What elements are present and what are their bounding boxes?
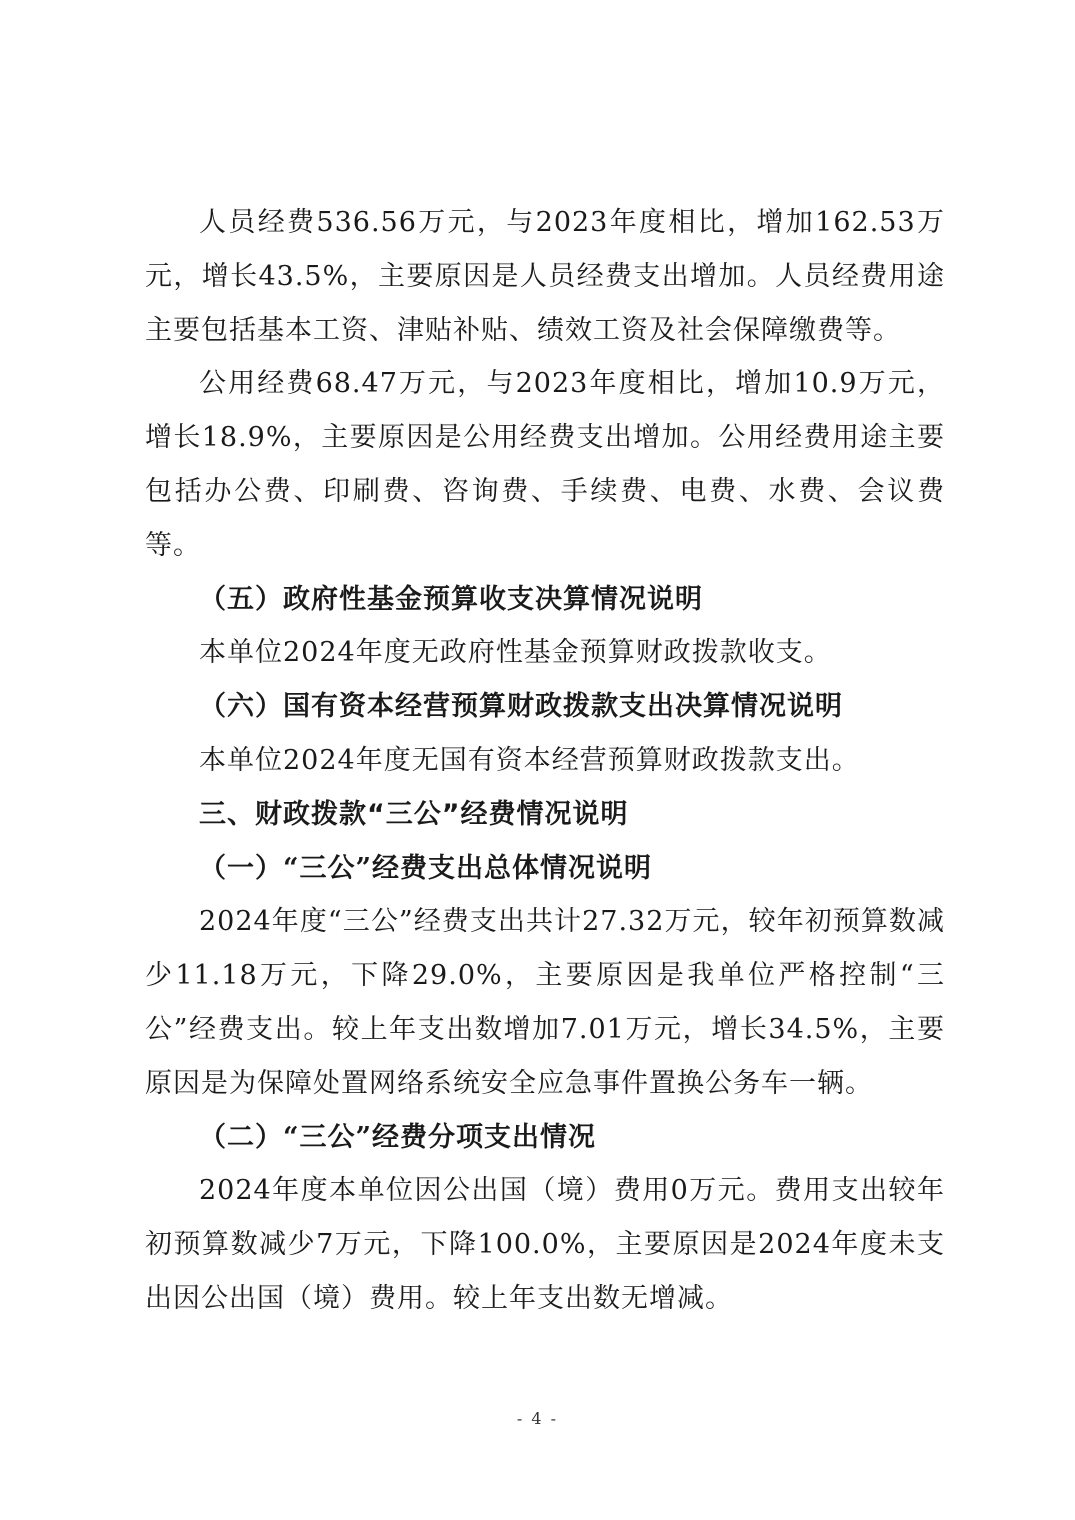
heading-government-fund-budget: （五）政府性基金预算收支决算情况说明 <box>199 583 703 615</box>
page-number: - 4 - <box>516 1409 559 1428</box>
heading-state-capital-budget: （六）国有资本经营预算财政拨款支出决算情况说明 <box>199 691 843 723</box>
document-body <box>145 196 945 1326</box>
heading-three-public-overall: （一）“三公”经费支出总体情况说明 <box>199 852 653 884</box>
paragraph-public-expenses: 公用经费68.47万元，与2023年度相比，增加10.9万元，增长18.9%，主要原因是公用经费支出增加。公用经费用途主要包括办公费、印刷费、咨询费、手续费、电费、水费、会议费等。 <box>145 368 945 561</box>
paragraph-state-capital-budget: 本单位2024年度无国有资本经营预算财政拨款支出。 <box>199 744 860 776</box>
heading-three-public-expenses: 三、财政拨款“三公”经费情况说明 <box>199 798 629 830</box>
paragraph-personnel-expenses: 人员经费536.56万元，与2023年度相比，增加162.53万元，增长43.5%，主要原因是人员经费支出增加。人员经费用途主要包括基本工资、津贴补贴、绩效工资及社会保障缴费等。 <box>145 207 945 346</box>
paragraph-government-fund-budget: 本单位2024年度无政府性基金预算财政拨款收支。 <box>199 637 832 669</box>
paragraph-overseas-travel: 2024年度本单位因公出国（境）费用0万元。费用支出较年初预算数减少7万元，下降100.0%，主要原因是2024年度未支出因公出国（境）费用。较上年支出数无增减。 <box>145 1175 945 1314</box>
paragraph-three-public-overall: 2024年度“三公”经费支出共计27.32万元，较年初预算数减少11.18万元，下降29.0%，主要原因是我单位严格控制“三公”经费支出。较上年支出数增加7.01万元，增长34.5%，主要原因是为保障处置网络系统安全应急事件置换公务车一辆。 <box>145 906 945 1099</box>
heading-three-public-itemized: （二）“三公”经费分项支出情况 <box>199 1121 597 1153</box>
